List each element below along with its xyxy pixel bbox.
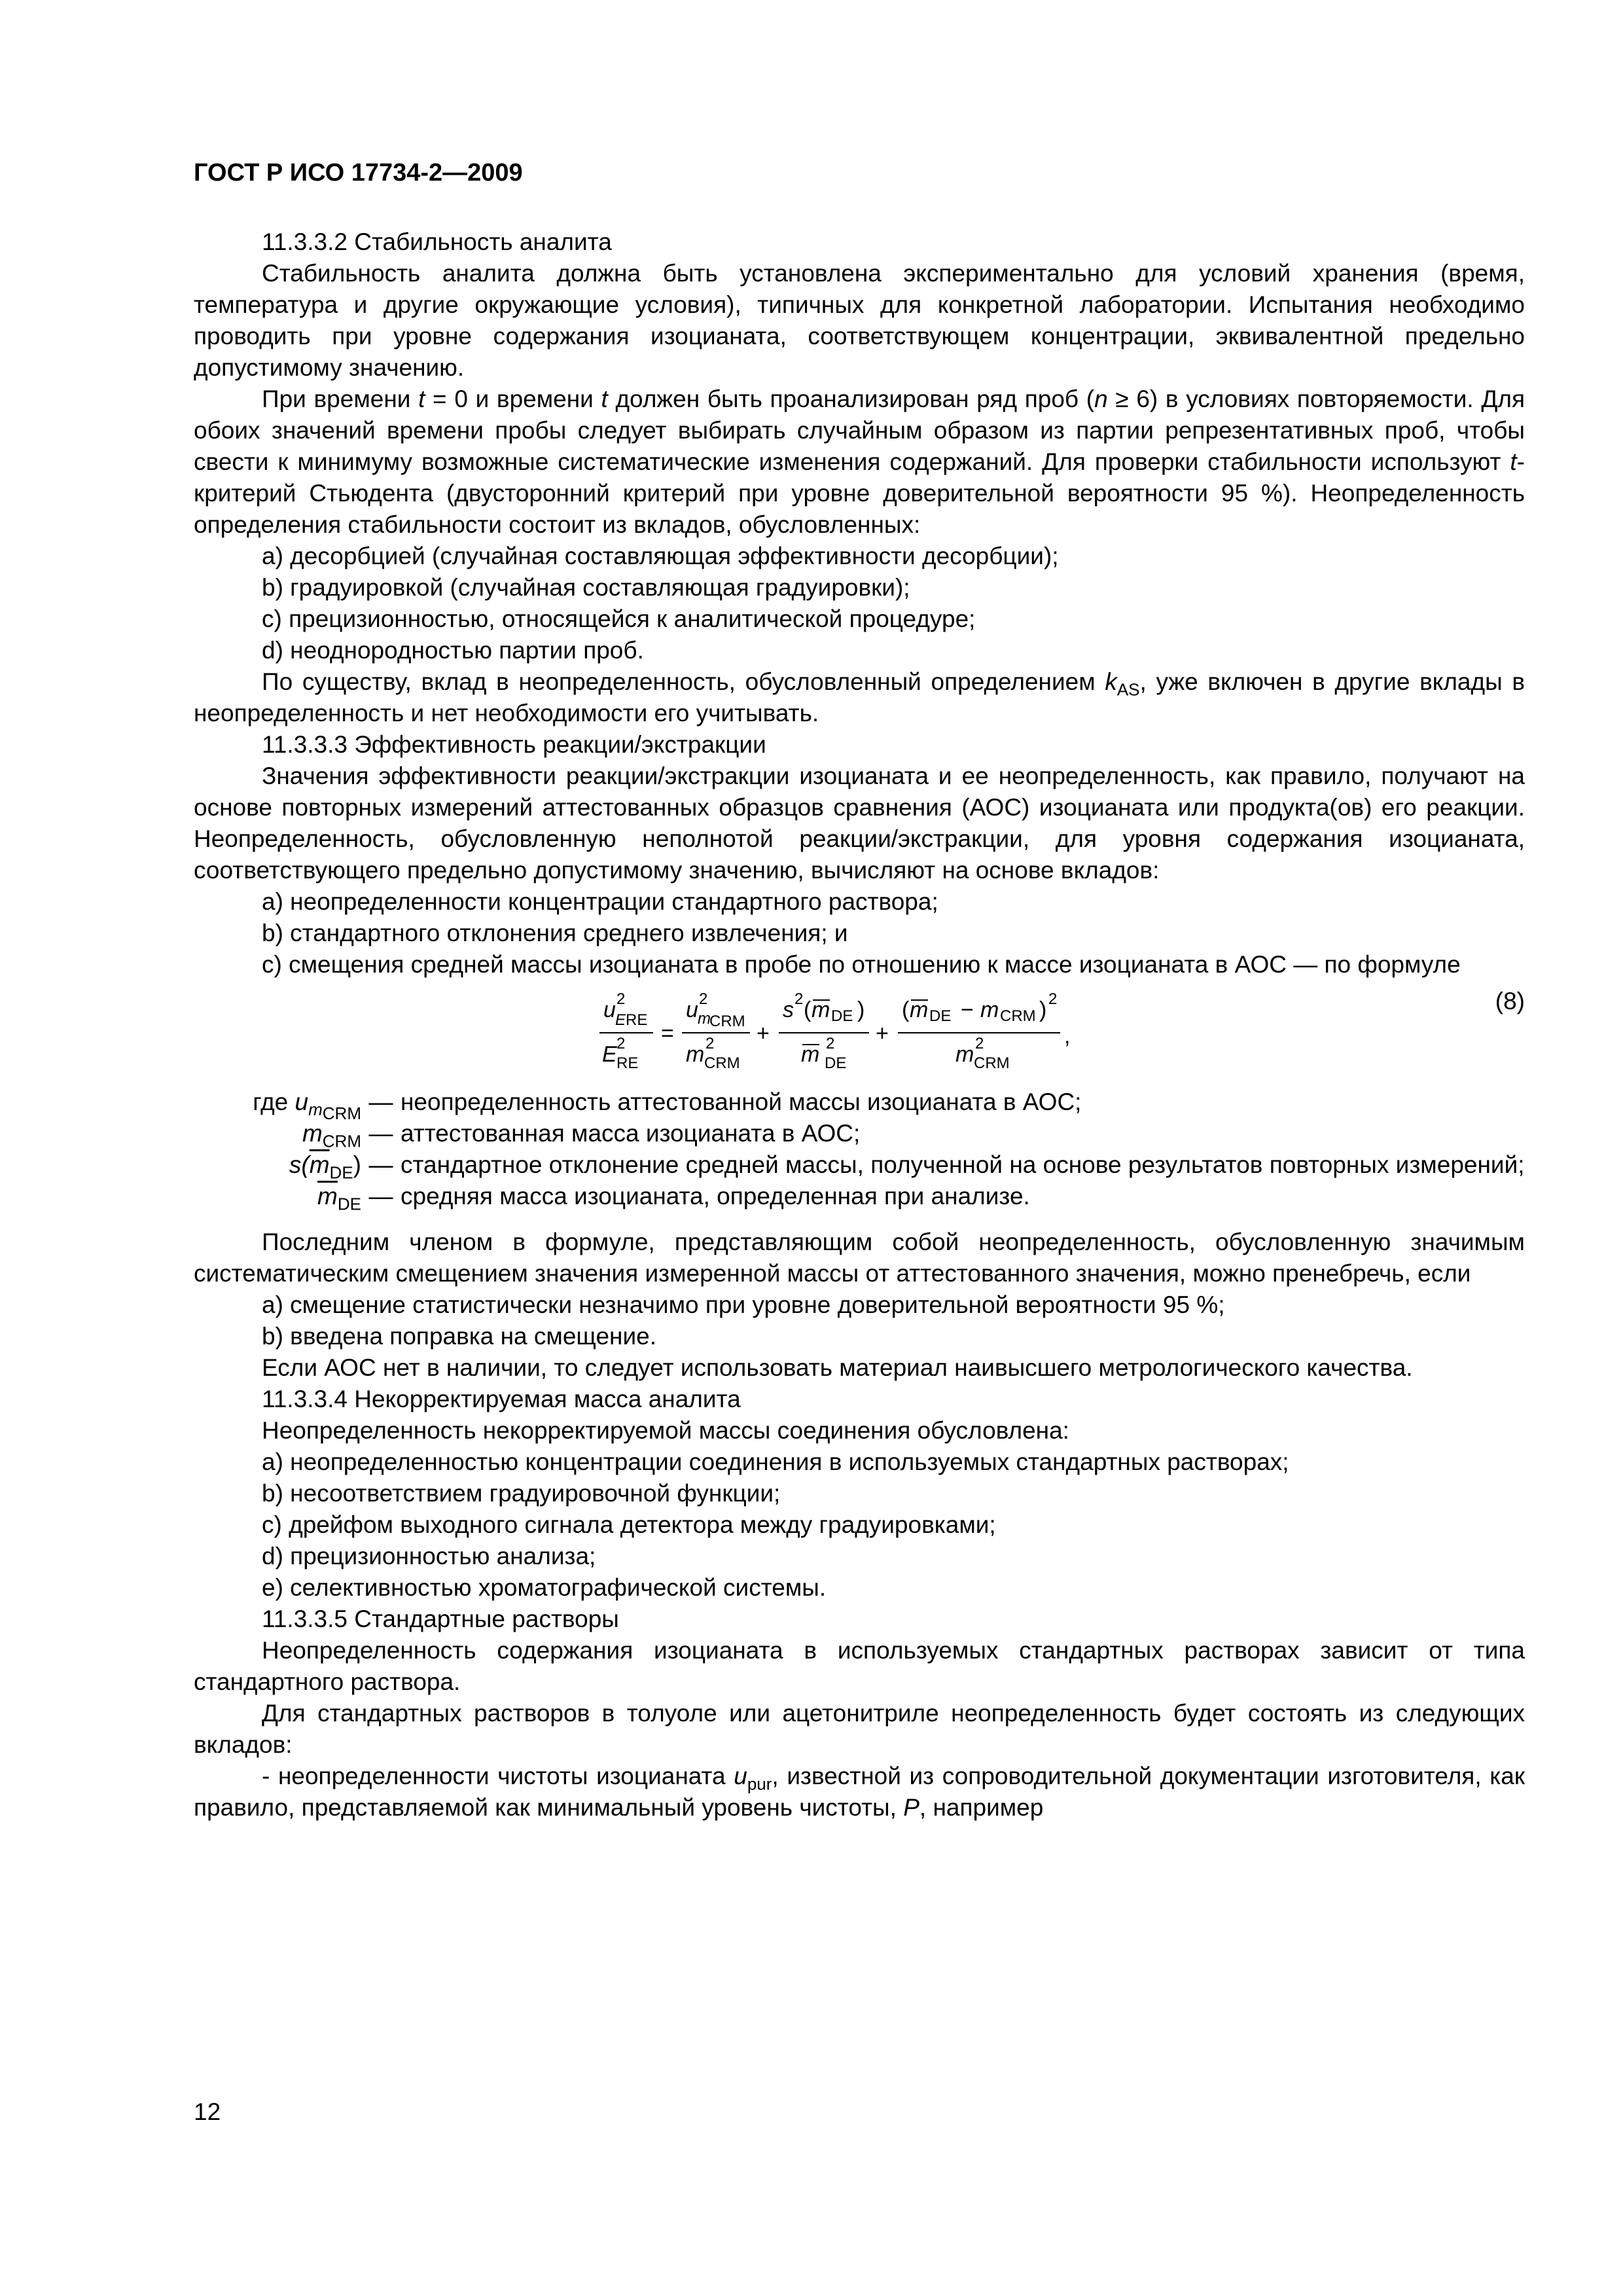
page-number: 12 — [194, 2098, 221, 2125]
svg-text:CRM: CRM — [704, 1054, 740, 1072]
svg-text:DE: DE — [929, 1007, 952, 1025]
list-item: d) прецизионностью анализа; — [262, 1543, 596, 1570]
svg-text:2: 2 — [794, 990, 804, 1008]
svg-text:2: 2 — [975, 1035, 984, 1052]
where-symbol: $s(\overline{m}_{DE})$ — [289, 1151, 361, 1183]
svg-text:=: = — [661, 1021, 674, 1046]
list-item: b) введена поправка на смещение. — [262, 1323, 656, 1350]
svg-text:E: E — [602, 1042, 617, 1067]
list-item: c) смещения средней массы изоцианата в пробе по отношению к массе изоцианата в АОС — по формуле — [262, 951, 1461, 978]
where-row: $s(\overline{m}_{DE})$ — стандартное отклонение средней массы, полученной на основе результатов повторных измерений; — [194, 1149, 1525, 1181]
svg-text:CRM: CRM — [1000, 1007, 1036, 1025]
svg-text:m: m — [812, 997, 830, 1022]
list-item: a) неопределенности концентрации стандартного раствора; — [262, 888, 938, 915]
svg-text:RE: RE — [616, 1054, 639, 1072]
where-symbol: $\overline{m}_{DE}$ — [317, 1183, 361, 1214]
paragraph: - неопределенности чистоты изоцианата $u_{pur}$, известной из сопроводительной документации изготовителя, как правило, представляемой как минимальный уровень чистоты, P, например — [194, 1763, 1525, 1821]
svg-text:2: 2 — [616, 990, 626, 1008]
formula-term-3 — [779, 990, 869, 1072]
where-list — [194, 1086, 1525, 1212]
svg-text:u: u — [603, 997, 616, 1022]
svg-text:CRM: CRM — [709, 1013, 745, 1030]
svg-text:(: ( — [804, 997, 812, 1022]
list-item: a) смещение статистически незначимо при уровне доверительной вероятности 95 %; — [262, 1291, 1225, 1318]
formula-8 — [599, 984, 1306, 1083]
where-definition: аттестованная масса изоцианата в АОС; — [401, 1120, 861, 1147]
paragraph: Последним членом в формуле, представляющим собой неопределенность, обусловленную значимым систематическим смещением значения измеренной массы от аттестованного значения, можно пренебречь, если — [194, 1229, 1525, 1287]
where-symbol: где $u_{m_{CRM}}$ — [253, 1088, 361, 1124]
formula-term-4 — [898, 990, 1060, 1072]
section-title: 11.3.3.4 Некорректируемая масса аналита — [262, 1386, 741, 1412]
formula-block — [194, 984, 1525, 1083]
list-item: e) селективностью хроматографической системы. — [262, 1574, 827, 1601]
list-item: c) прецизионностью, относящейся к аналитической процедуре; — [262, 605, 976, 632]
svg-text:E: E — [615, 1011, 626, 1029]
list-item: b) несоответствием градуировочной функции; — [262, 1480, 781, 1507]
list-item: c) дрейфом выходного сигнала детектора между градуировками; — [262, 1511, 996, 1538]
section-title: 11.3.3.2 Стабильность аналита — [262, 228, 612, 255]
paragraph: Неопределенность некорректируемой массы соединения обусловлена: — [262, 1417, 1069, 1444]
where-row: $m_{CRM}$ — аттестованная масса изоцианата в АОС; — [194, 1118, 1525, 1149]
svg-text:CRM: CRM — [974, 1054, 1010, 1072]
svg-text:): ) — [857, 997, 865, 1022]
formula-term-1 — [599, 990, 653, 1072]
svg-text:m: m — [910, 997, 929, 1022]
list-item: b) градуировкой (случайная составляющая градуировки); — [262, 574, 910, 601]
svg-text:(: ( — [902, 997, 910, 1022]
svg-text:2: 2 — [705, 1035, 715, 1052]
svg-text:m: m — [801, 1042, 820, 1067]
paragraph: При времени t = 0 и времени t должен быть проанализирован ряд проб (n ≥ 6) в условиях повторяемости. Для обоих значений времени пробы следует выбирать случайным образом из партии репрезентативных проб, чтобы свести к минимуму возможные систематические изменения содержаний. Для проверки стабильности используют t-критерий Стьюдента (двусторонний критерий при уровне доверительной вероятности 95 %). Неопределенность определения стабильности состоит из вкладов, обусловленных: — [194, 386, 1525, 538]
where-definition: неопределенность аттестованной массы изоцианата в АОС; — [401, 1088, 1082, 1115]
equation-number: (8) — [1495, 988, 1525, 1014]
svg-text:u: u — [686, 997, 698, 1022]
paragraph: Если АОС нет в наличии, то следует использовать материал наивысшего метрологического качества. — [262, 1354, 1413, 1381]
svg-text:m: m — [698, 1010, 711, 1028]
svg-text:−: − — [961, 997, 974, 1022]
paragraph: Для стандартных растворов в толуоле или ацетонитриле неопределенность будет состоять из следующих вкладов: — [194, 1700, 1525, 1758]
where-row: $\overline{m}_{DE}$ — средняя масса изоцианата, определенная при анализе. — [194, 1181, 1525, 1212]
svg-text:+: + — [876, 1021, 889, 1046]
svg-text:): ) — [1039, 997, 1047, 1022]
svg-text:s: s — [783, 997, 794, 1022]
paragraph: Неопределенность содержания изоцианата в используемых стандартных растворах зависит от типа стандартного раствора. — [194, 1637, 1525, 1695]
paragraph: Стабильность аналита должна быть установлена экспериментально для условий хранения (время, температура и другие окружающие условия), типичных для конкретной лаборатории. Испытания необходимо проводить при уровне содержания изоцианата, соответствующем концентрации, эквивалентной предельно допустимому значению. — [194, 260, 1525, 381]
svg-text:2: 2 — [826, 1035, 835, 1052]
where-definition: стандартное отклонение средней массы, полученной на основе результатов повторных измерений; — [401, 1151, 1525, 1178]
section-title: 11.3.3.5 Стандартные растворы — [262, 1605, 619, 1632]
where-row: где $u_{m_{CRM}}$ — неопределенность аттестованной массы изоцианата в АОС; — [194, 1086, 1525, 1118]
svg-text:2: 2 — [616, 1035, 626, 1052]
svg-text:RE: RE — [626, 1011, 648, 1029]
svg-text:DE: DE — [831, 1007, 853, 1025]
paragraph: Значения эффективности реакции/экстракции изоцианата и ее неопределенность, как правило, получают на основе повторных измерений аттестованных образцов сравнения (АОС) изоцианата или продукта(ов) его реакции. Неопределенность, обусловленную неполнотой реакции/экстракции, для уровня содержания изоцианата, соответствующего предельно допустимому значению, вычисляют на основе вкладов: — [194, 762, 1525, 884]
list-item: d) неоднородностью партии проб. — [262, 637, 644, 664]
svg-text:DE: DE — [825, 1054, 847, 1072]
document-page — [194, 157, 1525, 1823]
svg-text:+: + — [757, 1021, 770, 1046]
document-header: ГОСТ Р ИСО 17734-2—2009 — [194, 159, 523, 187]
list-item: a) неопределенностью концентрации соединения в используемых стандартных растворах; — [262, 1448, 1289, 1475]
list-item: b) стандартного отклонения среднего извлечения; и — [262, 920, 848, 946]
where-symbol: $m_{CRM}$ — [302, 1120, 361, 1151]
list-item: a) десорбцией (случайная составляющая эффективности десорбции); — [262, 543, 1059, 569]
svg-text:m: m — [955, 1042, 974, 1067]
svg-text:2: 2 — [1048, 990, 1058, 1008]
svg-text:m: m — [980, 997, 999, 1022]
svg-text:,: , — [1064, 1024, 1071, 1049]
section-title: 11.3.3.3 Эффективность реакции/экстракции — [262, 731, 766, 758]
svg-text:m: m — [686, 1042, 705, 1067]
svg-text:2: 2 — [699, 990, 708, 1008]
paragraph: По существу, вклад в неопределенность, обусловленный определением $k_{AS}$, уже включен в другие вклады в неопределенность и нет необходимости его учитывать. — [194, 668, 1525, 726]
where-definition: средняя масса изоцианата, определенная при анализе. — [401, 1183, 1030, 1210]
formula-term-2 — [682, 990, 750, 1072]
